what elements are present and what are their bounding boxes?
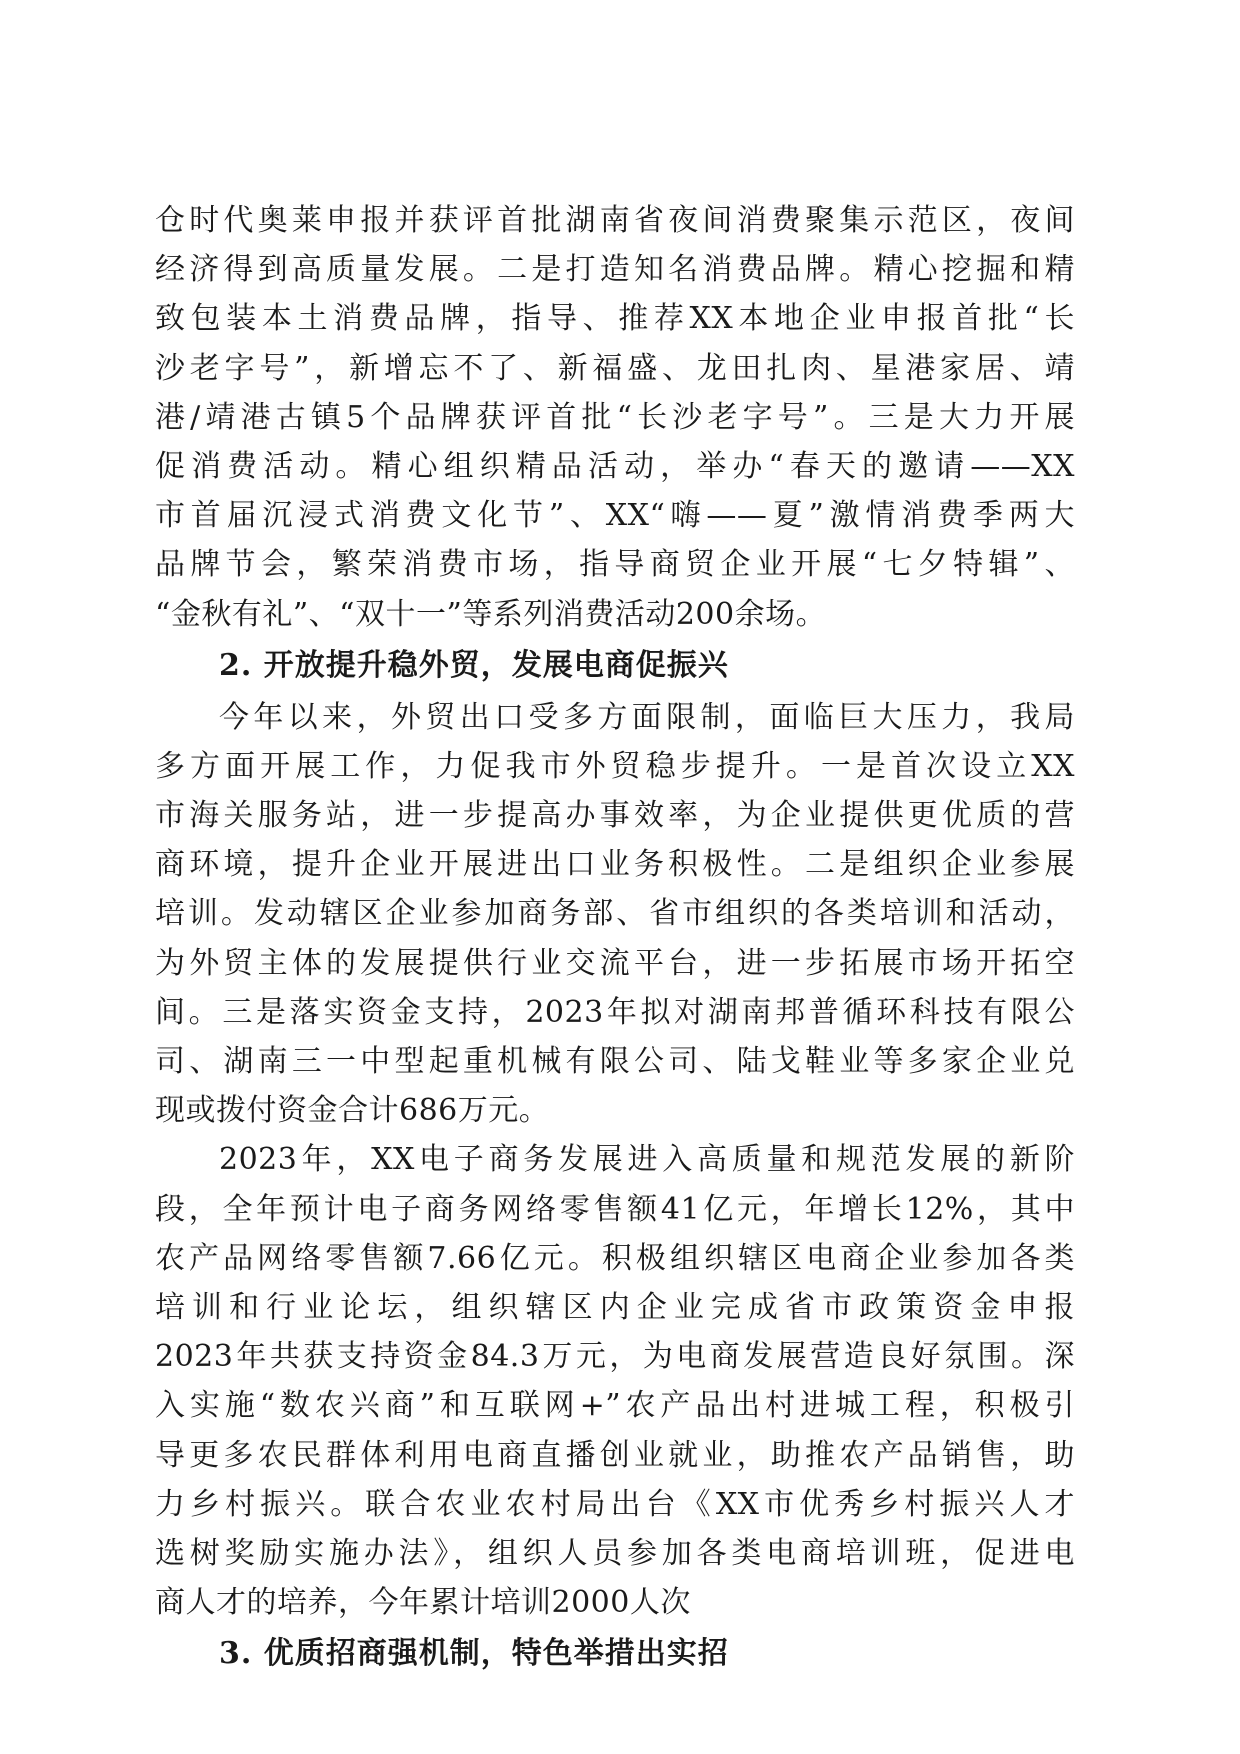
text-line: 经济得到高质量发展。二是打造知名消费品牌。精心挖掘和精	[155, 252, 1075, 288]
section-heading-3: 3. 优质招商强机制，特色举措出实招	[219, 1636, 729, 1672]
text-line: 2023年共获支持资金84.3万元，为电商发展营造良好氛围。深	[155, 1339, 1075, 1375]
text-line: 2023年，XX电子商务发展进入高质量和规范发展的新阶	[219, 1142, 1075, 1178]
text-line: 间。三是落实资金支持，2023年拟对湖南邦普循环科技有限公	[155, 994, 1075, 1030]
text-line: 司、湖南三一中型起重机械有限公司、陆戈鞋业等多家企业兑	[155, 1044, 1075, 1079]
text-line: 港/靖港古镇5个品牌获评首批“长沙老字号”。三是大力开展	[155, 399, 1075, 435]
paragraph-night-economy	[155, 196, 1075, 639]
text-line: 商环境，提升企业开展进出口业务积极性。二是组织企业参展	[155, 847, 1075, 883]
text-line: 市首届沉浸式消费文化节”、XX“嗨——夏”激情消费季两大	[155, 498, 1075, 534]
text-line: 促消费活动。精心组织精品活动，举办“春天的邀请——XX	[155, 448, 1075, 484]
text-line: 沙老字号”，新增忘不了、新福盛、龙田扎肉、星港家居、靖	[155, 350, 1075, 386]
text-line: 今年以来，外贸出口受多方面限制，面临巨大压力，我局	[219, 699, 1075, 735]
text-line: 力乡村振兴。联合农业农村局出台《XX市优秀乡村振兴人才	[155, 1486, 1075, 1522]
paragraph-foreign-trade	[155, 693, 1075, 1136]
text-line: 品牌节会，繁荣消费市场，指导商贸企业开展“七夕特辑”、	[155, 547, 1075, 583]
text-line: 农产品网络零售额7.66亿元。积极组织辖区电商企业参加各类	[155, 1240, 1075, 1276]
text-line: 培训和行业论坛，组织辖区内企业完成省市政策资金申报	[155, 1289, 1075, 1325]
text-line: 为外贸主体的发展提供行业交流平台，进一步拓展市场开拓空	[155, 945, 1075, 981]
text-line: “金秋有礼”、“双十一”等系列消费活动200余场。	[155, 596, 827, 632]
paragraph-ecommerce	[155, 1135, 1075, 1627]
text-line: 现或拨付资金合计686万元。	[155, 1093, 550, 1129]
text-line: 致包装本土消费品牌，指导、推荐XX本地企业申报首批“长	[155, 301, 1075, 337]
text-line: 仓时代奥莱申报并获评首批湖南省夜间消费聚集示范区，夜间	[155, 203, 1075, 238]
text-line: 段，全年预计电子商务网络零售额41亿元，年增长12%，其中	[155, 1191, 1075, 1227]
text-line: 入实施“数农兴商”和互联网+”农产品出村进城工程，积极引	[155, 1388, 1075, 1424]
text-line: 市海关服务站，进一步提高办事效率，为企业提供更优质的营	[155, 798, 1075, 834]
text-line: 多方面开展工作，力促我市外贸稳步提升。一是首次设立XX	[155, 748, 1075, 784]
text-line: 导更多农民群体利用电商直播创业就业，助推农产品销售，助	[155, 1437, 1075, 1473]
document-page	[155, 196, 1075, 1681]
section-heading-2: 2. 开放提升稳外贸，发展电商促振兴	[219, 647, 729, 683]
text-line: 培训。发动辖区企业参加商务部、省市组织的各类培训和活动，	[155, 896, 1075, 932]
text-line: 商人才的培养，今年累计培训2000人次	[155, 1585, 691, 1621]
text-line: 选树奖励实施办法》，组织人员参加各类电商培训班，促进电	[155, 1535, 1075, 1571]
